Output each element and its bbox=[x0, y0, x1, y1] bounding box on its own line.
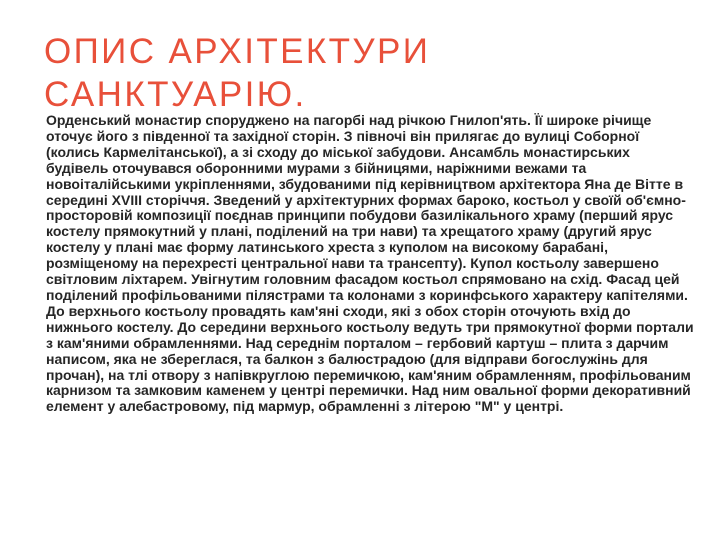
slide-body-text: Орденський монастир споруджено на пагорбі над річкою Гнилоп'ять. Її широке річище оточує його з південної та західної сторін. З півночі він прилягає до вулиці Соборної (колись Кармелітанської), а зі сходу до міської забудови. Ансамбль монастирських будівель оточувався оборонними мурами з бійницями, наріжними вежами та новоіталійськими укріпленнями, збудованими під керівництвом архітектора Яна де Вітте в середині XVIII сторіччя. Зведений у архітектурних формах бароко, костьол у своїй об'ємно-просторовій композиції поєднав принципи побудови базилікального храму (перший ярус костелу прямокутний у плані, поділений на три нави) та хрещатого храму (другий ярус костелу у плані має форму латинського хреста з куполом на високому барабані, розміщеному на перехресті центральної нави та трансепту). Купол костьолу завершено світловим ліхтарем. Увігнутим головним фасадом костьол спрямовано на схід. Фасад цей поділений профільованими пілястрами та колонами з коринфського характеру капітелями. До верхнього костьолу провадять кам'яні сходи, які з обох сторін оточують вхід до нижнього костелу. До середини верхнього костьолу ведуть три прямокутної форми портали з кам'яними обрамленнями. Над середнім порталом – гербовий картуш – плита з дарчим написом, яка не збереглася, та балкон з балюстрадою (для відправи богослужінь для прочан), на тлі отвору з напівкруглою перемичкою, кам'яним обрамленням, профільованим карнизом та замковим каменем у центрі перемички. Над ним овальної форми декоративний елемент у алебастровому, під мармур, обрамленні з літерою "М" у центрі. bbox=[46, 112, 694, 415]
slide-title: ОПИС АРХІТЕКТУРИ САНКТУАРІЮ. bbox=[44, 32, 431, 114]
